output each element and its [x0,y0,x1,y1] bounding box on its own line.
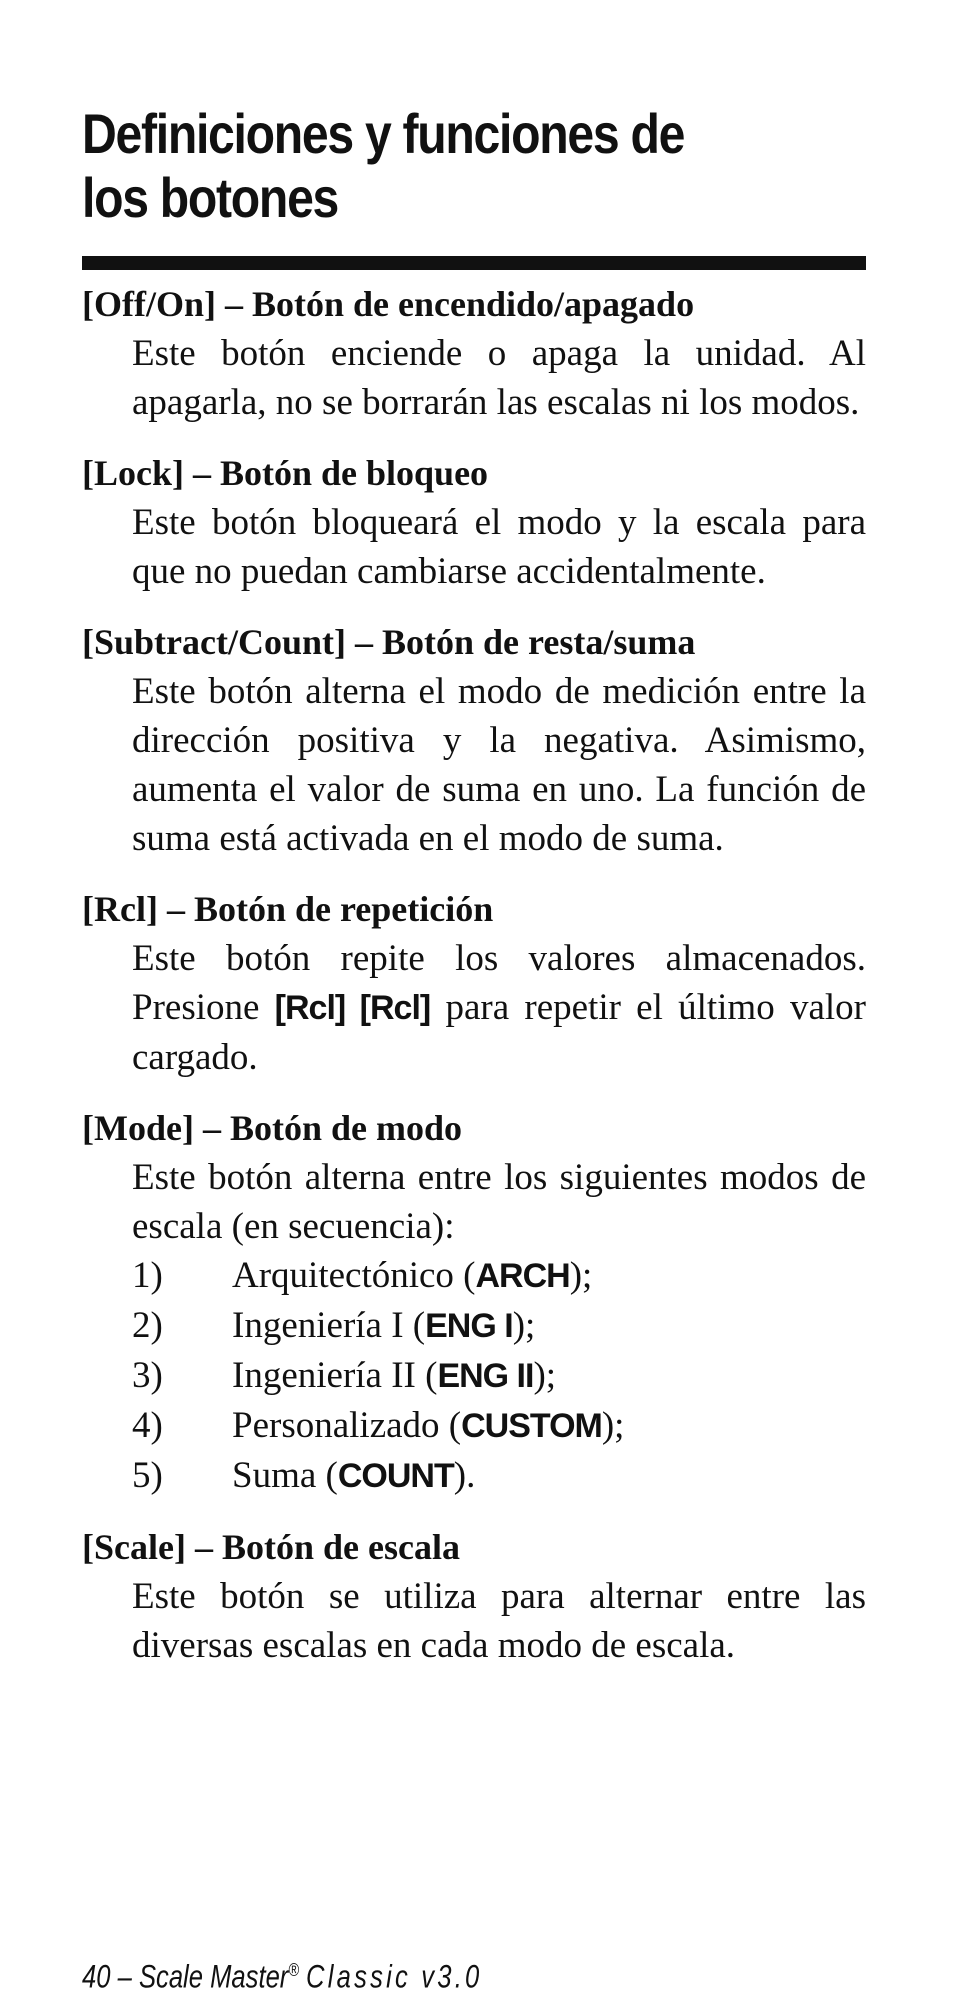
section-heading: [Rcl] – Botón de repetición [82,889,494,929]
body-text: Este botón repite los valores almacenados. Presione [132,938,866,1028]
section-lock [82,449,866,596]
section-body: Este botón enciende o apaga la unidad. Al apagarla, no se borrarán las escalas ni los modos. [132,333,866,423]
list-item [132,1451,866,1501]
list-number: 1) [132,1255,163,1296]
registered-mark: ® [288,1960,299,1980]
section-heading: [Subtract/Count] – Botón de resta/suma [82,622,696,662]
list-number: 4) [132,1405,163,1446]
mode-label: ENG I [425,1307,513,1345]
list-text: Suma (COUNT). [232,1455,476,1496]
list-number: 5) [132,1455,163,1496]
section-body [82,934,866,1082]
section-scale [82,1523,866,1670]
list-number: 3) [132,1355,163,1396]
mode-label: ARCH [475,1257,570,1295]
key-label: [Rcl] [Rcl] [274,989,431,1027]
page-title: Definiciones y funciones de los botones [82,102,685,229]
section-body: Este botón alterna entre los siguientes modos de escala (en secuencia): [132,1157,866,1247]
section-mode [82,1104,866,1501]
section-heading: [Scale] – Botón de escala [82,1527,460,1567]
list-number: 2) [132,1305,163,1346]
section-body: Este botón se utiliza para alternar entre las diversas escalas en cada modo de escala. [132,1576,866,1666]
section-body: Este botón bloqueará el modo y la escala para que no puedan cambiarse accidentalmente. [132,502,866,592]
section-heading: [Lock] – Botón de bloqueo [82,453,489,493]
mode-label: CUSTOM [461,1407,602,1445]
footer-edition: Classic v3.0 [306,1958,483,1995]
section-heading: [Off/On] – Botón de encendido/apagado [82,284,695,324]
list-item [132,1251,866,1301]
page-footer [82,1950,482,1997]
list-item [132,1301,866,1351]
section-rcl [82,885,866,1082]
mode-label: ENG II [437,1357,534,1395]
footer-page-label: 40 – Scale Master [82,1958,289,1995]
list-text: Ingeniería II (ENG II); [232,1355,557,1396]
list-text: Personalizado (CUSTOM); [232,1405,625,1446]
list-text: Ingeniería I (ENG I); [232,1305,536,1346]
section-body: Este botón alterna el modo de medición entre la dirección positiva y la negativa. Asimismo, aumenta el valor de suma en uno. La función de suma está activada en el modo de suma. [132,671,866,859]
mode-list [82,1251,866,1501]
mode-label: COUNT [337,1457,454,1495]
list-item [132,1351,866,1401]
section-subtract-count [82,618,866,863]
title-rule [82,256,866,270]
list-text: Arquitectónico (ARCH); [232,1255,593,1296]
list-item [132,1401,866,1451]
section-off-on [82,280,866,427]
body-text: para repetir el último valor cargado. [132,987,866,1078]
section-heading: [Mode] – Botón de modo [82,1108,462,1148]
button-definitions [82,280,866,1692]
